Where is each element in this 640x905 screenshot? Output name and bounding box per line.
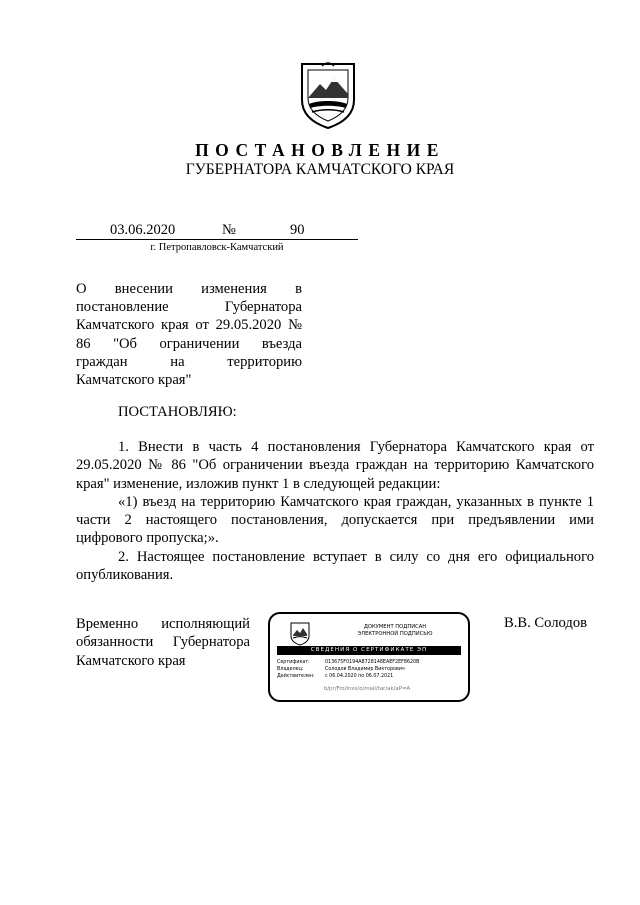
date-underline: [76, 239, 358, 240]
signatory-name: В.В. Солодов: [504, 615, 588, 631]
position-line: Камчатского края: [76, 652, 186, 669]
position-line: Временно исполняющий: [76, 616, 250, 632]
body-line: 29.05.2020 № 86 "Об ограничении въезда граждан на территорию Камчатского: [76, 457, 594, 474]
document-city: г. Петропавловск-Камчатский: [150, 242, 284, 253]
subject-line: граждан на территорию: [76, 353, 302, 370]
decree-word: ПОСТАНОВЛЯЮ:: [118, 404, 237, 420]
body-line: цифрового пропуска;».: [76, 530, 219, 547]
body-line: 1. Внести в часть 4 постановления Губернатора Камчатского края от: [118, 439, 594, 455]
kamchatka-coat-of-arms-emblem: [300, 60, 356, 130]
document-date: 03.06.2020: [110, 222, 176, 238]
body-line: опубликования.: [76, 567, 174, 584]
subject-line: 86 "Об ограничении въезда: [76, 335, 302, 352]
stamp-certificate-bar: СВЕДЕНИЯ О СЕРТИФИКАТЕ ЭП: [277, 646, 461, 655]
stamp-row-owner: Владелец: Солодов Владимир Викторович: [277, 667, 405, 672]
stamp-footer: b/pr/Fro/Insx/o/mail/tar/ak/aP=A: [323, 686, 411, 692]
stamp-header-line: ДОКУМЕНТ ПОДПИСАН: [363, 624, 427, 630]
body-line: «1) въезд на территорию Камчатского края граждан, указанных в пункте 1: [118, 493, 594, 510]
stamp-header: [330, 624, 460, 638]
stamp-row-valid: Действителен: с 06.04.2020 по 06.07.2021: [277, 674, 394, 679]
document-body: [76, 438, 594, 584]
subject-line: Камчатского края": [76, 372, 192, 389]
stamp-header-line: ЭЛЕКТРОННОЙ ПОДПИСЬЮ: [357, 631, 433, 637]
electronic-signature-stamp: [268, 612, 470, 702]
document-title: ПОСТАНОВЛЕНИЕ: [195, 140, 445, 160]
document-subtitle: ГУБЕРНАТОРА КАМЧАТСКОГО КРАЯ: [185, 161, 455, 178]
stamp-emblem-icon: [290, 622, 310, 646]
signatory-position: [76, 615, 250, 670]
subject-line: Камчатского края от 29.05.2020 №: [76, 317, 302, 334]
position-line: обязанности Губернатора: [76, 634, 250, 651]
body-line: части 2 настоящего постановления, допускается при предъявлении ими: [76, 512, 594, 529]
subject-line: постановление Губернатора: [76, 299, 302, 316]
subject-line: О внесении изменения в: [76, 281, 302, 297]
stamp-row-certificate: Сертификат: 013675F0194A8728148EAEF2EF8620B: [277, 660, 420, 665]
body-line: 2. Настоящее постановление вступает в силу со дня его официального: [118, 548, 594, 565]
document-number: 90: [290, 222, 305, 238]
body-line: края" изменение, изложив пункт 1 в следующей редакции:: [76, 475, 441, 492]
stamp-rows: [277, 659, 419, 680]
document-subject: [76, 280, 302, 389]
number-sign: №: [222, 222, 236, 238]
